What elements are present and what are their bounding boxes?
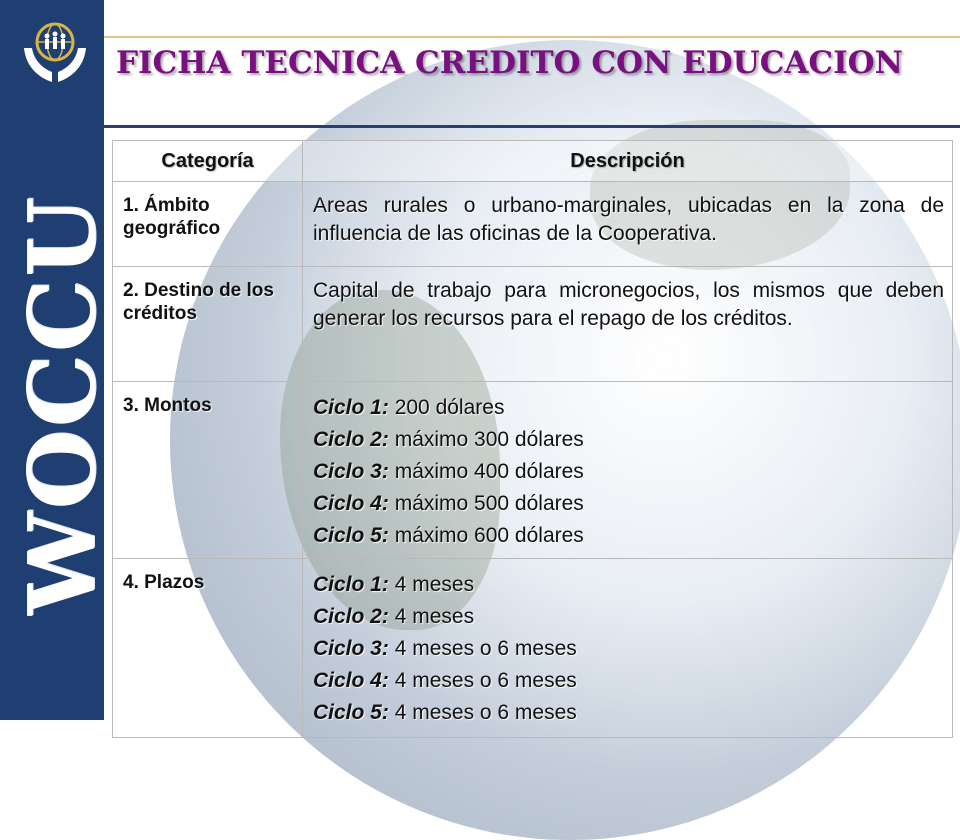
top-accent-line (104, 36, 960, 38)
cycle-value: 4 meses o 6 meses (394, 669, 577, 692)
cycle-label: Ciclo 1: (313, 396, 389, 419)
category-cell: 1. Ámbito geográfico (113, 182, 303, 267)
technical-sheet-table (112, 140, 953, 738)
cycle-line (313, 392, 944, 424)
category-cell: 3. Montos (113, 382, 303, 559)
category-cell: 2. Destino de los créditos (113, 267, 303, 382)
table-row (113, 382, 953, 559)
cycle-value: máximo 400 dólares (394, 460, 584, 483)
cycle-label: Ciclo 1: (313, 573, 389, 596)
cycle-line (313, 456, 944, 488)
cycle-value: 200 dólares (394, 396, 505, 419)
cycle-value: máximo 600 dólares (394, 524, 584, 547)
cycle-label: Ciclo 2: (313, 428, 389, 451)
header-category: Categoría (113, 141, 303, 182)
table-row (113, 267, 953, 382)
cycle-label: Ciclo 3: (313, 637, 389, 660)
header-description: Descripción (303, 141, 953, 182)
cycle-label: Ciclo 4: (313, 492, 389, 515)
description-cell: Areas rurales o urbano-marginales, ubicadas en la zona de influencia de las oficinas de la Cooperativa. (303, 182, 953, 267)
cycle-line (313, 697, 944, 729)
cycle-value: 4 meses (394, 573, 475, 596)
category-cell: 4. Plazos (113, 559, 303, 738)
cycle-line (313, 601, 944, 633)
cycle-value: 4 meses (394, 605, 475, 628)
cycle-line (313, 424, 944, 456)
brand-sidebar (0, 0, 116, 720)
table-header-row (113, 141, 953, 182)
woccu-vertical-wordmark: WOCCU (8, 194, 116, 615)
table-row (113, 559, 953, 738)
table-row (113, 182, 953, 267)
description-cell: Capital de trabajo para micronegocios, los mismos que deben generar los recursos para el repago de los créditos. (303, 267, 953, 382)
cycle-label: Ciclo 3: (313, 460, 389, 483)
cycle-label: Ciclo 2: (313, 605, 389, 628)
cycle-label: Ciclo 5: (313, 701, 389, 724)
cycle-value: máximo 300 dólares (394, 428, 584, 451)
cycle-value: máximo 500 dólares (394, 492, 584, 515)
cycle-line (313, 569, 944, 601)
title-divider (104, 125, 960, 128)
cycle-value: 4 meses o 6 meses (394, 701, 577, 724)
hands-holding-people-globe-icon (16, 12, 94, 90)
cycle-label: Ciclo 5: (313, 524, 389, 547)
cycle-line (313, 665, 944, 697)
terms-cell (303, 559, 953, 738)
amounts-cell (303, 382, 953, 559)
slide-title: FICHA TECNICA CREDITO CON EDUCACION (116, 45, 903, 81)
cycle-line (313, 633, 944, 665)
cycle-value: 4 meses o 6 meses (394, 637, 577, 660)
cycle-line (313, 520, 944, 552)
cycle-label: Ciclo 4: (313, 669, 389, 692)
cycle-line (313, 488, 944, 520)
